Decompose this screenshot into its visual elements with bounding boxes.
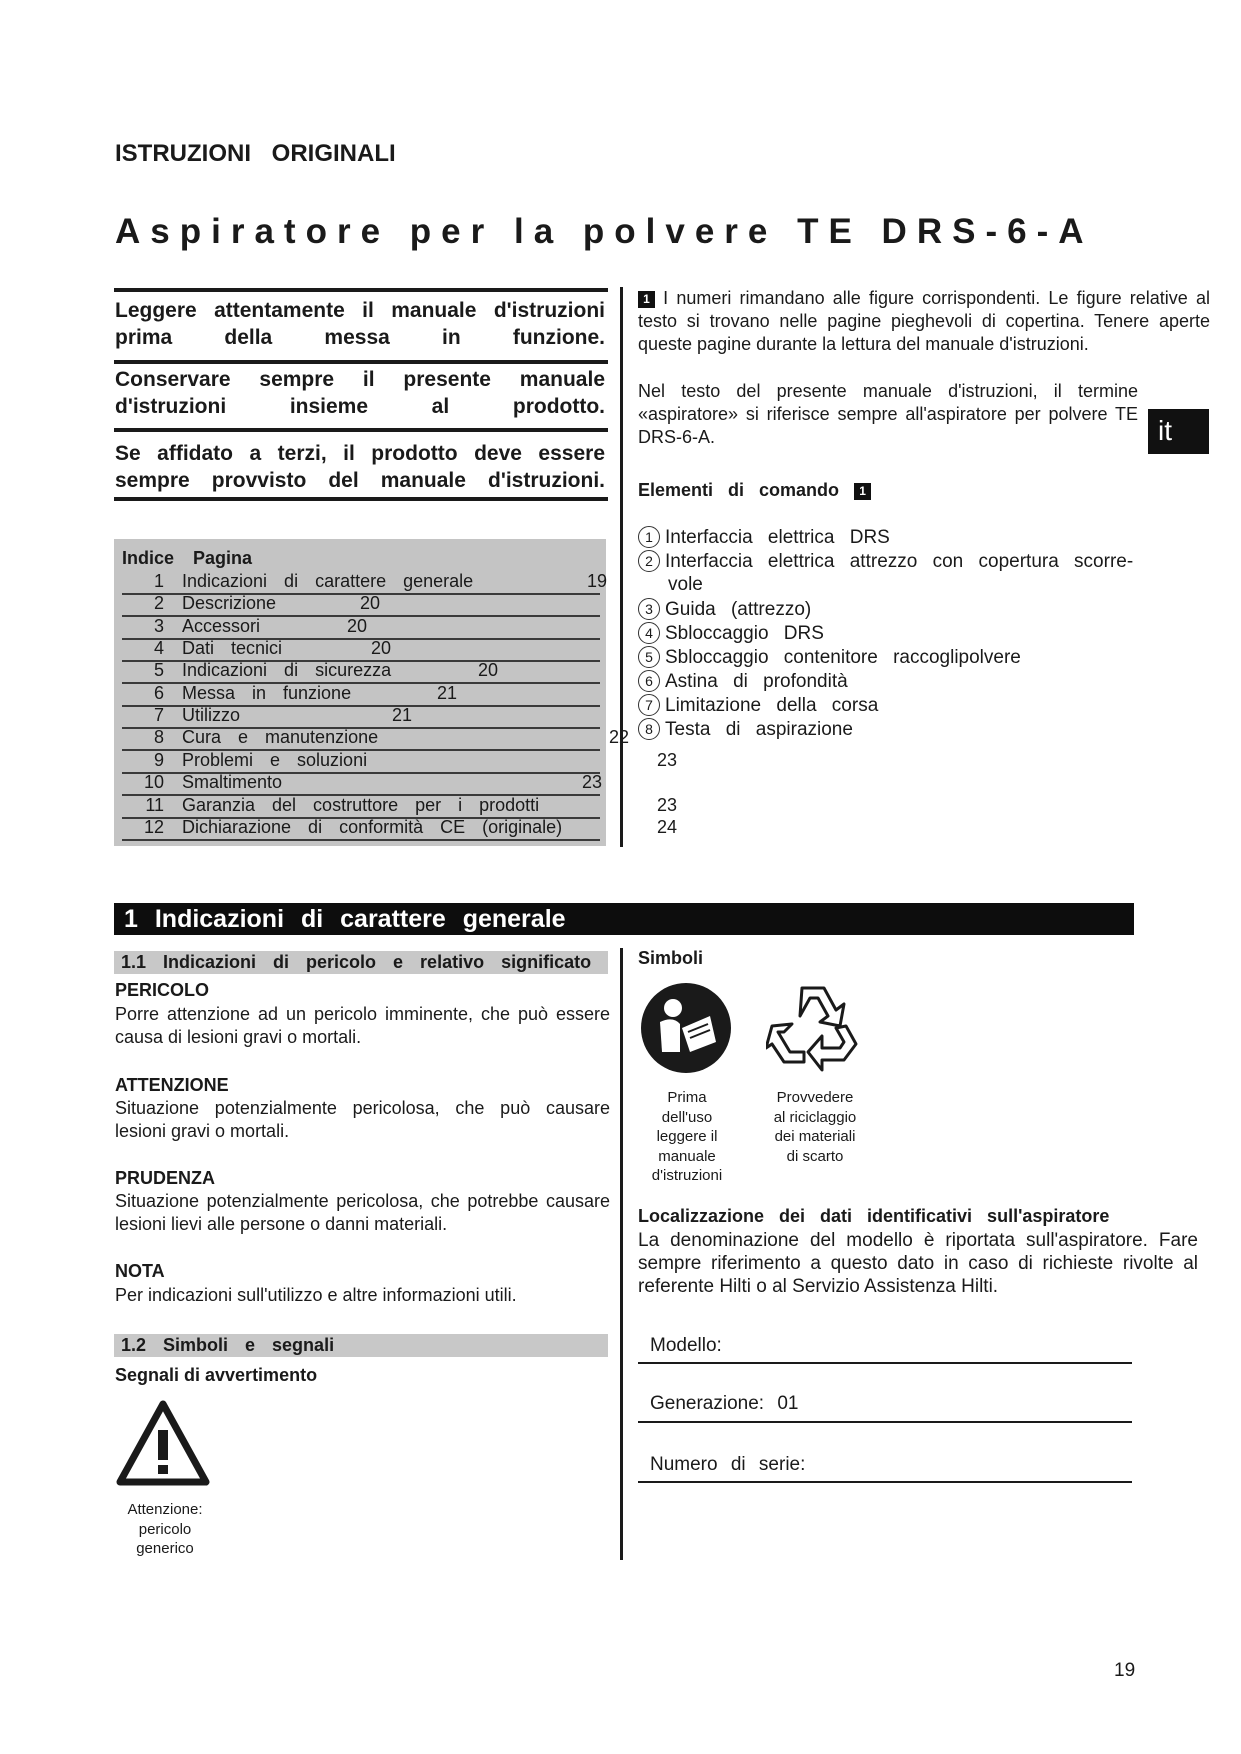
- control-item: [638, 526, 890, 549]
- section-title: 1 Indicazioni di carattere generale: [124, 905, 566, 933]
- warning-sign-caption: [110, 1500, 220, 1559]
- toc-heading: Indice Pagina: [122, 548, 253, 568]
- hazard-title-caution: PRUDENZA: [115, 1168, 216, 1188]
- toc-number: 3: [153, 616, 164, 636]
- caption-line: d'istruzioni: [651, 1167, 723, 1184]
- control-number: 5: [638, 646, 660, 668]
- toc-title: Utilizzo: [182, 705, 241, 725]
- toc-page: 20: [360, 593, 381, 613]
- control-label: Limitazione della corsa: [665, 695, 879, 716]
- control-number: 4: [638, 622, 660, 644]
- toc-title: Dichiarazione di conformità CE (originale): [182, 817, 563, 837]
- control-label: Interfaccia elettrica attrezzo con copertura scorre-: [665, 551, 1134, 572]
- toc-number: 7: [153, 705, 164, 725]
- toc-page: 20: [478, 660, 499, 680]
- intro-paragraph-2: Nel testo del presente manuale d'istruzioni, il termine «aspiratore» si riferisce sempre all'aspiratore per polvere TE DRS-6-A.: [638, 381, 1138, 447]
- toc-number: 10: [143, 772, 164, 792]
- controls-heading-text: Elementi di comando: [638, 480, 840, 500]
- toc-title: Indicazioni di sicurezza: [182, 660, 392, 680]
- warning-triangle-icon: [116, 1400, 210, 1486]
- figure-1-badge: 1: [854, 483, 871, 500]
- language-tab: it: [1148, 409, 1209, 454]
- divider: [114, 497, 608, 501]
- field-underline: [638, 1481, 1132, 1483]
- warning-third-party: Se affidato a terzi, il prodotto deve essere sempre provvisto del manuale d'istruzioni.: [115, 442, 605, 492]
- toc-page: 19: [587, 571, 608, 591]
- toc-row[interactable]: [122, 616, 600, 640]
- column-divider: [620, 287, 623, 847]
- toc-row[interactable]: [122, 727, 630, 751]
- toc-title: Smaltimento: [182, 772, 283, 792]
- control-item: [638, 670, 848, 693]
- control-item: [638, 622, 824, 645]
- field-generation: [650, 1393, 799, 1415]
- toc-title: Cura e manutenzione: [182, 727, 379, 747]
- field-value: 01: [777, 1393, 799, 1414]
- toc-page: 21: [392, 705, 413, 725]
- divider: [114, 428, 608, 432]
- divider: [114, 288, 608, 292]
- control-label: Interfaccia elettrica DRS: [665, 527, 890, 548]
- hazard-text-caution: Situazione potenzialmente pericolosa, che potrebbe causare lesioni lievi alle persone o danni materiali.: [115, 1191, 610, 1234]
- toc-row[interactable]: [122, 683, 600, 707]
- intro-paragraph: [638, 287, 1210, 356]
- identification-heading: Localizzazione dei dati identificativi sull'aspiratore: [638, 1206, 1110, 1226]
- figure-1-badge: 1: [638, 291, 655, 308]
- field-model: [650, 1335, 722, 1357]
- field-label: Numero di serie:: [650, 1454, 806, 1475]
- caption-line: dell'uso: [661, 1108, 713, 1126]
- toc-number: 6: [153, 683, 164, 703]
- caption-line: Attenzione:: [127, 1501, 203, 1518]
- toc-row[interactable]: [122, 571, 608, 595]
- read-manual-icon: [640, 982, 732, 1074]
- toc-number: 11: [145, 795, 164, 815]
- control-label: Testa di aspirazione: [665, 719, 853, 740]
- control-number: 8: [638, 718, 660, 740]
- toc-page: 23: [657, 750, 678, 770]
- subsection-heading: [114, 1334, 608, 1357]
- column-divider: [620, 948, 623, 1560]
- toc-number: 12: [143, 817, 164, 837]
- toc-page: 21: [437, 683, 458, 703]
- caption-line: di scarto: [786, 1147, 844, 1165]
- control-number: 1: [638, 526, 660, 548]
- control-item: [638, 718, 853, 741]
- toc-page: 20: [347, 616, 368, 636]
- control-label: Sbloccaggio contenitore raccoglipolvere: [665, 647, 1021, 668]
- control-label-continued: vole: [668, 574, 703, 595]
- caption-line: manuale: [658, 1147, 716, 1165]
- field-underline: [638, 1362, 1132, 1364]
- toc-number: 9: [153, 750, 164, 770]
- toc-row[interactable]: [122, 660, 600, 684]
- caption-line: generico: [136, 1540, 194, 1557]
- document-label: ISTRUZIONI ORIGINALI: [115, 140, 396, 167]
- page-number: 19: [1114, 1660, 1136, 1681]
- control-label: Guida (attrezzo): [665, 599, 812, 620]
- identification-text: La denominazione del modello è riportata sull'aspiratore. Fare sempre riferimento a questo dato in caso di richieste rivolte al referente Hilti o al Servizio Assistenza Hilti.: [638, 1230, 1198, 1297]
- control-number: 3: [638, 598, 660, 620]
- control-label: Sbloccaggio DRS: [665, 623, 824, 644]
- control-item: [638, 646, 1021, 669]
- caption-line: pericolo: [138, 1520, 192, 1538]
- subsection-title: 1.2 Simboli e segnali: [121, 1335, 335, 1355]
- field-label: Modello:: [650, 1335, 722, 1356]
- toc-page: 24: [657, 817, 678, 837]
- toc-row[interactable]: [122, 638, 600, 662]
- toc-number: 5: [153, 660, 164, 680]
- hazard-title-note: NOTA: [115, 1261, 165, 1281]
- hazard-text-warning: Situazione potenzialmente pericolosa, che può causare lesioni gravi o mortali.: [115, 1098, 610, 1141]
- control-number: 6: [638, 670, 660, 692]
- recycle-caption: [755, 1088, 875, 1166]
- caption-line: dei materiali: [774, 1128, 856, 1145]
- toc-page: 22: [609, 727, 630, 747]
- warning-keep-manual: Conservare sempre il presente manuale d'istruzioni insieme al prodotto.: [115, 368, 605, 418]
- field-serial-number: [650, 1454, 805, 1476]
- toc-title: Dati tecnici: [182, 638, 283, 658]
- toc-number: 4: [153, 638, 164, 658]
- symbols-heading: Simboli: [638, 948, 704, 968]
- control-item: [638, 550, 1133, 573]
- caption-line: al riciclaggio: [773, 1108, 857, 1126]
- control-number: 7: [638, 694, 660, 716]
- toc-title: Accessori: [182, 616, 261, 636]
- toc-title: Garanzia del costruttore per i prodotti: [182, 795, 540, 815]
- hazard-title-danger: PERICOLO: [115, 980, 210, 1000]
- control-number: 2: [638, 550, 660, 572]
- toc-title: Indicazioni di carattere generale: [182, 571, 474, 591]
- toc-page: 20: [371, 638, 392, 658]
- toc-title: Messa in funzione: [182, 683, 352, 703]
- read-manual-caption: [632, 1088, 742, 1186]
- toc-title: Problemi e soluzioni: [182, 750, 368, 770]
- divider: [114, 360, 608, 364]
- caption-line: leggere il: [656, 1128, 718, 1145]
- controls-heading: [638, 480, 871, 501]
- recycle-icon: [766, 980, 862, 1074]
- section-heading: [114, 903, 1134, 935]
- caption-line: Provvedere: [776, 1089, 854, 1106]
- toc-row[interactable]: [122, 705, 600, 729]
- control-item: [638, 598, 811, 621]
- toc-row[interactable]: [122, 593, 600, 617]
- toc-row[interactable]: [122, 795, 678, 819]
- field-underline: [638, 1421, 1132, 1423]
- toc-page: 23: [582, 772, 603, 792]
- field-label: Generazione:: [650, 1393, 765, 1414]
- control-item: [638, 694, 878, 717]
- intro-text-1: I numeri rimandano alle figure corrispondenti. Le figure relative al testo si trovano nelle pagine pieghevoli di copertina. Tenere aperte queste pagine durante la lettura del manuale d'istruzioni.: [638, 288, 1210, 354]
- caption-line: Prima: [667, 1089, 707, 1106]
- warning-read-manual: Leggere attentamente il manuale d'istruzioni prima della messa in funzione.: [115, 299, 605, 349]
- subsection-title: 1.1 Indicazioni di pericolo e relativo significato: [121, 952, 592, 972]
- toc-number: 1: [153, 571, 164, 591]
- hazard-title-warning: ATTENZIONE: [115, 1075, 229, 1095]
- toc-row[interactable]: [122, 772, 603, 796]
- toc-number: 8: [153, 727, 164, 747]
- toc-page: 23: [657, 795, 678, 815]
- toc-row[interactable]: [122, 817, 678, 841]
- toc-number: 2: [153, 593, 164, 613]
- control-label: Astina di profondità: [665, 671, 848, 692]
- page-title: Aspiratore per la polvere TE DRS-6-A: [115, 212, 1094, 251]
- warning-signs-heading: Segnali di avvertimento: [115, 1365, 318, 1385]
- hazard-text-danger: Porre attenzione ad un pericolo imminente, che può essere causa di lesioni gravi o mortali.: [115, 1004, 610, 1047]
- subsection-heading: [114, 951, 608, 974]
- toc-title: Descrizione: [182, 593, 277, 613]
- hazard-text-note: Per indicazioni sull'utilizzo e altre informazioni utili.: [115, 1285, 517, 1305]
- toc-row[interactable]: [122, 750, 678, 774]
